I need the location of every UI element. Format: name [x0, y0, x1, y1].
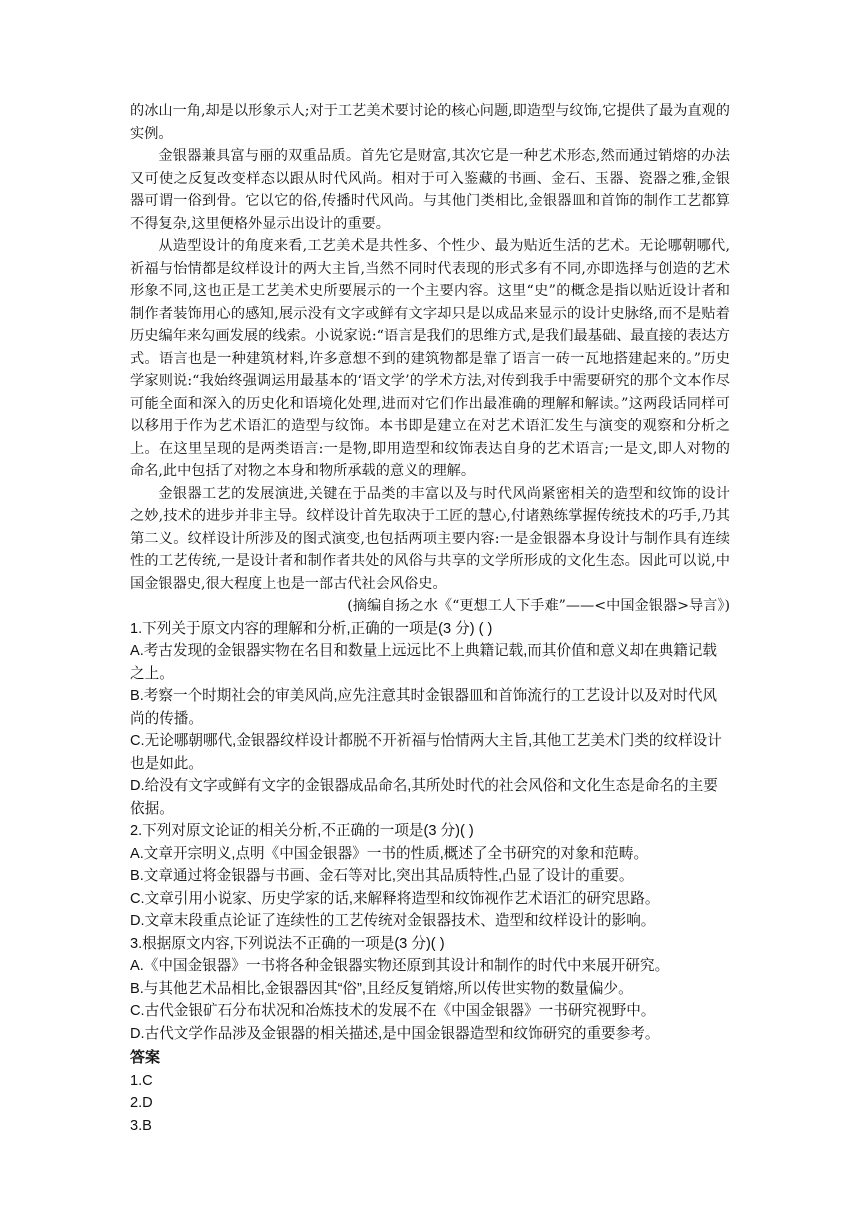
answer-item: 2.D [130, 1095, 153, 1111]
option-b: B.与其他艺术品相比,金银器因其“俗”,且经反复销熔,所以传世实物的数量偏少。 [130, 980, 633, 997]
passage-paragraph-3: 金银器工艺的发展演进,关键在于品类的丰富以及与时代风尚紧密相关的造型和纹饰的设计之妙,技术的进步并非主导。纹样设计首先取决于工匠的慧心,付诸熟练掌握传统技术的巧手,乃其第二义。纹样设计所涉及的图式演变,也包括两项主要内容:一是金银器本身设计与制作具有连续性的工艺传统,一是设计者和制作者共处的风俗与共享的文学所形成的文化生态。因此可以说,中国金银器史,很大程度上也是一部古代社会风俗史。 [130, 485, 730, 592]
question-1 [130, 618, 730, 821]
option-a: A.《中国金银器》一书将各种金银器实物还原到其设计和制作的时代中来展开研究。 [130, 958, 670, 974]
passage-source: (摘编自扬之水《“更想工人下手难”——<中国金银器>导言》) [347, 598, 730, 614]
document-page [130, 100, 730, 1137]
answer-item: 1.C [130, 1072, 153, 1089]
option-a: A.文章开宗明义,点明《中国金银器》一书的性质,概述了全书研究的对象和范畴。 [130, 845, 649, 862]
question-stem: 1.下列关于原文内容的理解和分析,正确的一项是(3 分) ( ) [130, 620, 493, 637]
option-c: C.文章引用小说家、历史学家的话,来解释将造型和纹饰视作艺术语汇的研究思路。 [130, 890, 660, 907]
option-c: C.古代金银矿石分布状况和冶炼技术的发展不在《中国金银器》一书研究视野中。 [130, 1003, 656, 1019]
passage-paragraph-0: 的冰山一角,却是以形象示人;对于工艺美术要讨论的核心问题,即造型与纹饰,它提供了最为直观的实例。 [130, 103, 730, 142]
option-c: C.无论哪朝哪代,金银器纹样设计都脱不开祈福与怡情两大主旨,其他工艺美术门类的纹样设计也是如此。 [130, 733, 722, 772]
option-d: D.文章末段重点论证了连续性的工艺传统对金银器技术、造型和纹样设计的影响。 [130, 913, 656, 929]
passage-paragraph-1: 金银器兼具富与丽的双重品质。首先它是财富,其次它是一种艺术形态,然而通过销熔的办法又可使之反复改变样态以跟从时代风尚。相对于可入鉴藏的书画、金石、玉器、瓷器之雅,金银器可谓一俗到骨。它以它的俗,传播时代风尚。与其他门类相比,金银器皿和首饰的制作工艺都算不得复杂,这里便格外显示出设计的重要。 [130, 148, 730, 232]
question-3 [130, 933, 730, 1046]
question-2 [130, 820, 730, 933]
option-b: B.文章通过将金银器与书画、金石等对比,突出其品质特性,凸显了设计的重要。 [130, 868, 634, 884]
passage-paragraph-2: 从造型设计的角度来看,工艺美术是共性多、个性少、最为贴近生活的艺术。无论哪朝哪代,祈福与怡情都是纹样设计的两大主旨,当然不同时代表现的形式多有不同,亦即选择与创造的艺术形象不同,这也正是工艺美术史所要展示的一个主要内容。这里“史”的概念是指以贴近设计者和制作者装饰用心的感知,展示没有文字或鲜有文字却只是以成品来显示的设计史脉络,而不是贴着历史编年来勾画发展的线索。小说家说:“语言是我们的思维方式,是我们最基础、最直接的表达方式。语言也是一种建筑材料,许多意想不到的建筑物都是靠了语言一砖一瓦地搭建起来的。”历史学家则说:“我始终强调运用最基本的‘语文学’的学术方法,对传到我手中需要研究的那个文本作尽可能全面和深入的历史化和语境化处理,进而对它们作出最准确的理解和解读。”这两段话同样可以移用于作为艺术语汇的造型与纹饰。本书即是建立在对艺术语汇发生与演变的观察和分析之上。在这里呈现的是两类语言:一是物,即用造型和纹饰表达自身的艺术语言;一是文,即人对物的命名,此中包括了对物之本身和物所承载的意义的理解。 [130, 238, 730, 479]
option-d: D.古代文学作品涉及金银器的相关描述,是中国金银器造型和纹饰研究的重要参考。 [130, 1025, 660, 1042]
answer-heading: 答案 [130, 1049, 161, 1066]
question-stem: 2.下列对原文论证的相关分析,不正确的一项是(3 分)( ) [130, 823, 474, 839]
option-b: B.考察一个时期社会的审美风尚,应先注意其时金银器皿和首饰流行的工艺设计以及对时代风尚的传播。 [130, 688, 718, 727]
answer-item: 3.B [130, 1117, 152, 1134]
option-a: A.考古发现的金银器实物在名目和数量上远远比不上典籍记载,而其价值和意义却在典籍记载之上。 [130, 643, 718, 682]
answer-section [130, 1047, 730, 1137]
option-d: D.给没有文字或鲜有文字的金银器成品命名,其所处时代的社会风俗和文化生态是命名的主要依据。 [130, 778, 718, 817]
question-stem: 3.根据原文内容,下列说法不正确的一项是(3 分)( ) [130, 935, 445, 952]
